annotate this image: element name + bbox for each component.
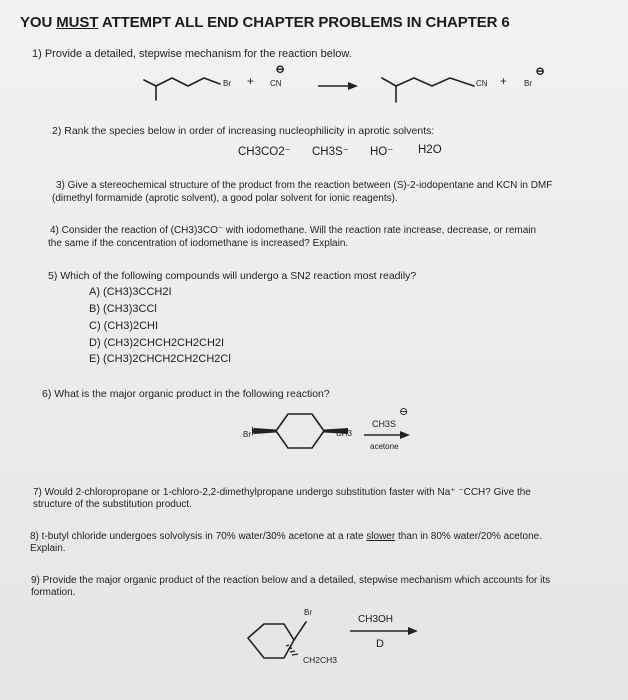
question-4-line-2: the same if the concentration of iodomethane is increased? Explain. [48, 238, 349, 249]
question-8-line-1 [30, 531, 542, 542]
q9-br-label: Br [304, 608, 312, 617]
q1-minus-charge-2: ⊖ [535, 64, 546, 78]
question-7-line-1: 7) Would 2-chloropropane or 1-chloro-2,2-dimethylpropane undergo substitution faster with Na⁺ ⁻CCH? Give the [33, 487, 531, 498]
title-prefix: YOU [20, 14, 57, 31]
q2-species-2: CH3S⁻ [312, 146, 349, 158]
q1-cn-label: CN [270, 79, 282, 88]
q6-reagent: CH3S [372, 419, 397, 429]
page-title [20, 14, 510, 31]
q9-cyclohexane-structure [238, 612, 318, 682]
question-4-line-1: 4) Consider the reaction of (CH3)3CO⁻ with iodomethane. Will the reaction rate increase, decrease, or remain [50, 225, 537, 236]
q8-text-a: 8) t-butyl chloride undergoes solvolysis in 70% water/30% acetone at a rate [30, 531, 367, 542]
q1-plus: + [247, 76, 254, 88]
q6-solvent: acetone [370, 442, 399, 451]
q2-species-3: HO⁻ [370, 146, 394, 158]
q5-option-b: B) (CH3)3CCl [89, 303, 157, 315]
q8-text-b: than in 80% water/20% acetone. [395, 531, 542, 542]
q5-option-a: A) (CH3)3CCH2I [89, 286, 172, 298]
question-3-line-1: 3) Give a stereochemical structure of the product from the reaction between (S)-2-iodopentane and KCN in DMF [56, 180, 553, 191]
q5-option-d: D) (CH3)2CHCH2CH2CH2I [89, 337, 225, 349]
title-must: MUST [56, 14, 99, 31]
q1-product-structure [378, 66, 488, 110]
question-1-text: 1) Provide a detailed, stepwise mechanism for the reaction below. [32, 48, 352, 60]
q5-option-c: C) (CH3)2CHI [89, 320, 159, 332]
q1-plus-2: + [500, 76, 507, 88]
q6-ch3-label: CH3 [336, 429, 353, 438]
q9-reaction-arrow [348, 626, 420, 636]
q6-reaction-arrow [362, 430, 412, 440]
q9-condition: D [376, 638, 384, 650]
question-8-line-2: Explain. [30, 543, 66, 554]
question-3-line-2: (dimethyl formamide (aprotic solvent), a good polar solvent for ionic reagents). [52, 193, 398, 204]
q2-species-1: CH3CO2⁻ [238, 146, 291, 158]
q1-minus-charge: ⊖ [275, 62, 286, 76]
question-2-text: 2) Rank the species below in order of increasing nucleophilicity in aprotic solvents: [52, 125, 435, 137]
q1-cn-product-label: CN [476, 79, 488, 88]
q9-ethyl-label: CH2CH3 [303, 655, 338, 665]
question-9-line-2: formation. [31, 587, 76, 598]
q1-br-product-label: Br [524, 79, 532, 88]
q5-option-e: E) (CH3)2CHCH2CH2CH2Cl [89, 353, 231, 365]
q6-cyclohexane-structure [252, 408, 348, 458]
q9-reagent: CH3OH [358, 614, 394, 625]
question-6-text: 6) What is the major organic product in the following reaction? [42, 388, 330, 400]
question-5-text: 5) Which of the following compounds will undergo a SN2 reaction most readily? [48, 270, 417, 282]
q6-minus-charge: ⊖ [399, 406, 409, 418]
q1-br-label: Br [223, 79, 231, 88]
q1-reactant-structure [140, 70, 230, 110]
question-7-line-2: structure of the substitution product. [33, 499, 192, 510]
q6-br-label: Br [243, 430, 251, 439]
question-9-line-1: 9) Provide the major organic product of the reaction below and a detailed, stepwise mechanism which accounts for its [31, 575, 551, 586]
q2-species-4: H2O [418, 144, 442, 156]
q8-underlined-word: slower [366, 531, 396, 542]
q1-reaction-arrow [316, 80, 360, 92]
title-rest: ATTEMPT ALL END CHAPTER PROBLEMS IN CHAPTER 6 [98, 14, 510, 31]
